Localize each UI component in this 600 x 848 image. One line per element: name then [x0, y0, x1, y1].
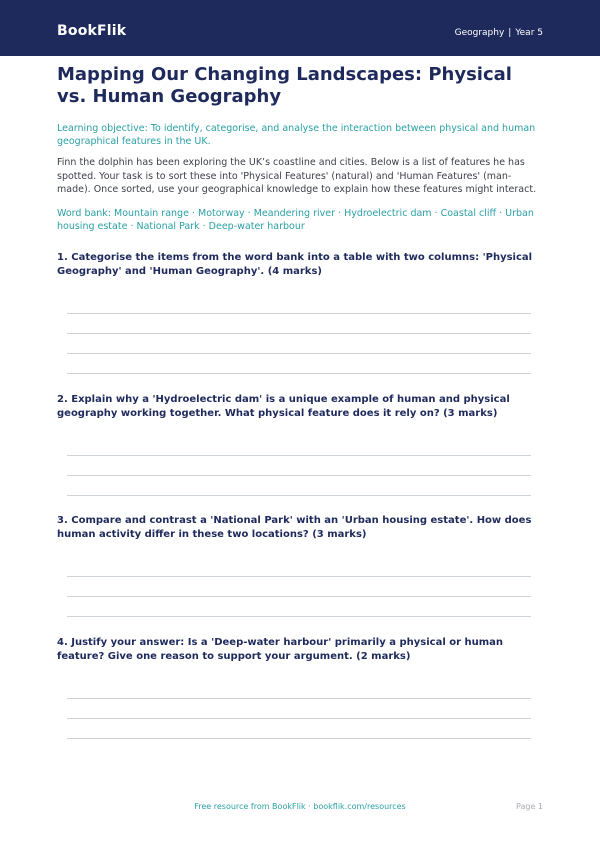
header-bar [0, 0, 600, 56]
learning-objective: Learning objective: To identify, categorise, and analyse the interaction between physical and human geographical features in the UK. [57, 123, 536, 147]
answer-line[interactable] [67, 475, 531, 476]
answer-line[interactable] [67, 333, 531, 334]
answer-line[interactable] [67, 698, 531, 699]
year-label: Year 5 [515, 28, 543, 38]
answer-line[interactable] [67, 616, 531, 617]
answer-line[interactable] [67, 718, 531, 719]
page-number: Page 1 [516, 802, 543, 811]
answer-line[interactable] [67, 353, 531, 354]
subject-label: Geography [454, 28, 505, 38]
meta-separator: | [508, 28, 512, 38]
question-4: 4. Justify your answer: Is a 'Deep-water harbour' primarily a physical or human feature? Give one reason to support your argument. (2 marks) [57, 637, 504, 662]
answer-line[interactable] [67, 373, 531, 374]
brand-logo: BookFlik [57, 23, 127, 39]
page-title: Mapping Our Changing Landscapes: Physical vs. Human Geography [57, 64, 512, 107]
word-bank: Word bank: Mountain range · Motorway · Meandering river · Hydroelectric dam · Coastal cliff · Urban housing estate · National Park · Deep-water harbour [57, 208, 534, 232]
question-1: 1. Categorise the items from the word bank into a table with two columns: 'Physical Geography' and 'Human Geography'. (4 marks) [57, 252, 533, 277]
intro-paragraph: Finn the dolphin has been exploring the UK’s coastline and cities. Below is a list of features he has spotted. Your task is to sort these into 'Physical Features' (natural) and 'Human Features' (man-made). Once sorted, use your geographical knowledge to explain how these features might interact. [57, 157, 537, 195]
answer-line[interactable] [67, 576, 531, 577]
answer-line[interactable] [67, 455, 531, 456]
answer-line[interactable] [67, 495, 531, 496]
answer-line[interactable] [67, 313, 531, 314]
answer-line[interactable] [67, 596, 531, 597]
footer-credit: Free resource from BookFlik · bookflik.com/resources [194, 802, 406, 811]
answer-line[interactable] [67, 738, 531, 739]
question-2: 2. Explain why a 'Hydroelectric dam' is a unique example of human and physical geography working together. What physical feature does it rely on? (3 marks) [57, 394, 510, 419]
question-3: 3. Compare and contrast a 'National Park' with an 'Urban housing estate'. How does human activity differ in these two locations? (3 marks) [57, 515, 532, 540]
subject-year-label [455, 28, 543, 38]
